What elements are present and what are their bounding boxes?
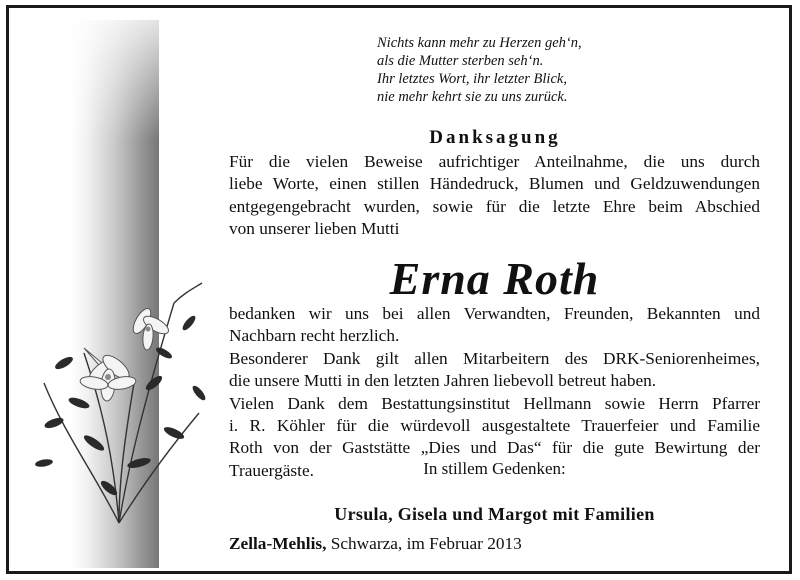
place-date-line [229, 534, 522, 554]
place-bold: Zella-Mehlis, [229, 534, 327, 553]
body-line: Vielen Dank dem Bestattungsinstitut Hellmann sowie Herrn Pfarrer [229, 393, 760, 413]
body-line: Besonderer Dank gilt allen Mitarbeitern des DRK-Seniorenheimes, [229, 348, 760, 368]
signatories: Ursula, Gisela und Margot mit Familien [334, 504, 655, 524]
poem-line: nie mehr kehrt sie zu uns zurück. [377, 89, 568, 105]
body-line: Roth von der Gaststätte „Dies und Das“ für die gute Bewirtung der [229, 438, 760, 458]
poem-line: Nichts kann mehr zu Herzen geh‘n, [377, 35, 582, 51]
poem-line: Ihr letztes Wort, ihr letzter Blick, [377, 71, 567, 87]
intro-line: liebe Worte, einen stillen Händedruck, Blumen und Geldzuwendungen [229, 174, 760, 194]
body-line: Nachbarn recht herzlich. [229, 326, 400, 346]
body-line: die unsere Mutti in den letzten Jahren liebevoll betreut haben. [229, 371, 657, 391]
body-line: bedanken wir uns bei allen Verwandten, Freunden, Bekannten und [229, 304, 760, 323]
body-paragraph [229, 303, 760, 482]
intro-line: entgegengebracht wurden, sowie für die letzte Ehre beim Abschied [229, 196, 760, 216]
deceased-name: Erna Roth [389, 253, 600, 304]
closing-text: In stillem Gedenken: [423, 459, 566, 478]
body-line: i. R. Köhler für die würdevoll ausgestaltete Trauerfeier und Familie [229, 416, 760, 436]
intro-line: Für die vielen Beweise aufrichtiger Anteilnahme, die uns durch [229, 152, 760, 171]
intro-paragraph [229, 151, 760, 241]
poem [377, 34, 637, 106]
flower-bouquet-illustration [24, 263, 214, 533]
obituary-card [6, 5, 792, 574]
heading-danksagung: Danksagung [429, 127, 561, 148]
body-line: Trauergäste. [229, 460, 314, 480]
poem-line: als die Mutter sterben seh‘n. [377, 53, 544, 69]
intro-line: von unserer lieben Mutti [229, 219, 400, 239]
place-date: Schwarza, im Februar 2013 [326, 534, 522, 553]
band-top-fade [71, 20, 159, 140]
